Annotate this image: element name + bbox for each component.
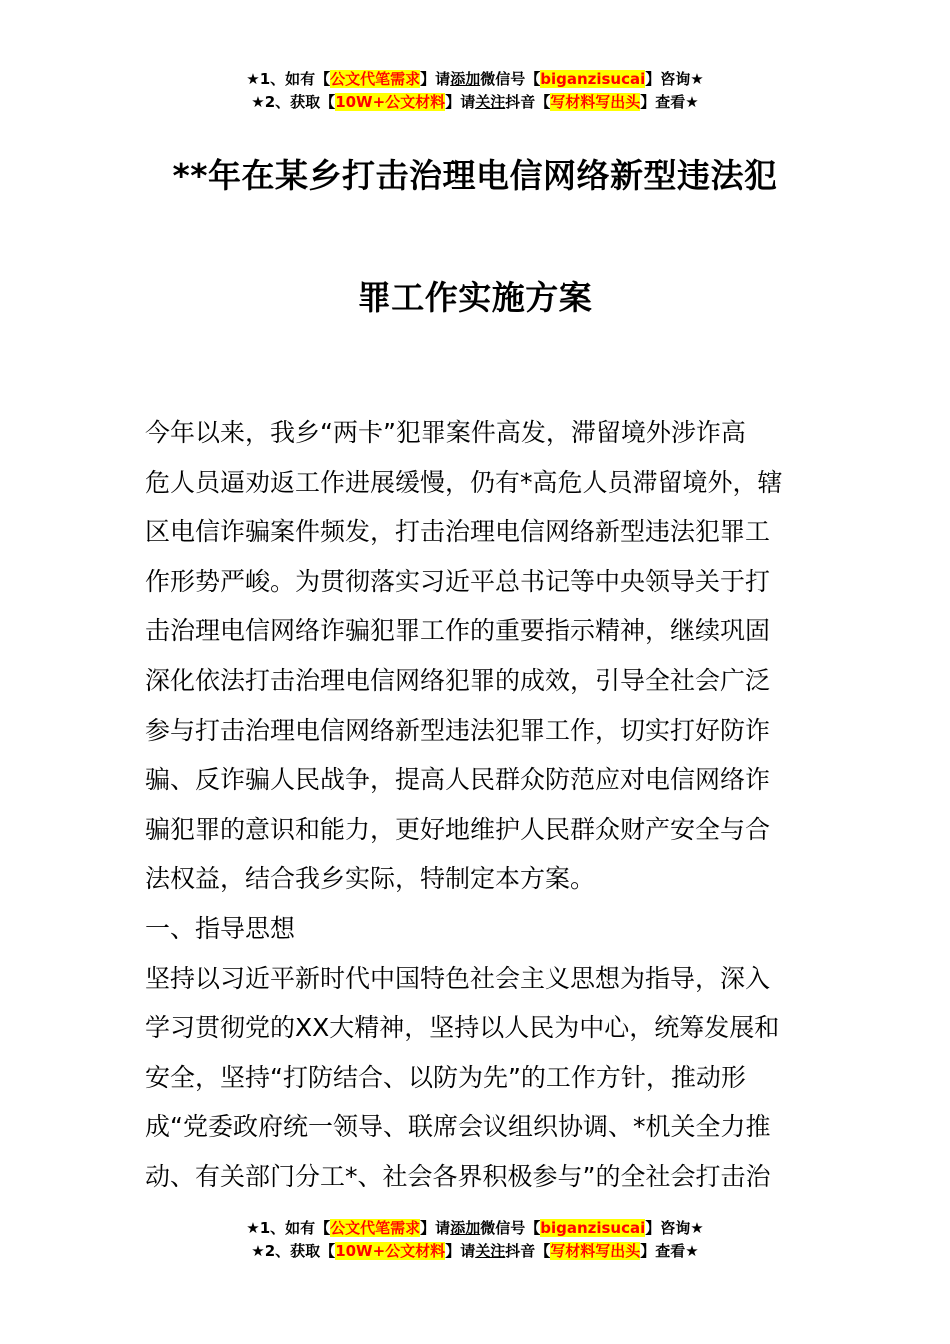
body-line: 安全，坚持“打防结合、以防为先”的工作方针，推动形 [145, 1062, 746, 1092]
banner-highlight: 写材料写出头 [550, 1242, 641, 1260]
document-body [145, 408, 810, 1202]
body-line: 深化依法打击治理电信网络犯罪的成效，引导全社会广泛 [145, 665, 771, 695]
banner-highlight: 写材料写出头 [550, 93, 641, 111]
body-line: 作形势严峻。为贯彻落实习近平总书记等中央领导关于打 [145, 566, 771, 596]
body-line: 动、有关部门分工*、社会各界积极参与”的全社会打击治 [145, 1161, 771, 1191]
body-line: 坚持以习近平新时代中国特色社会主义思想为指导，深入 [145, 963, 771, 993]
banner-highlight: biganzisucai [540, 1219, 646, 1237]
banner-highlight: 公文代笔需求 [330, 1219, 421, 1237]
body-line: 今年以来，我乡“两卡”犯罪案件高发，滞留境外涉诈高 [145, 418, 746, 447]
body-line: 区电信诈骗案件频发，打击治理电信网络新型违法犯罪工 [145, 517, 771, 547]
body-line: 危人员逼劝返工作进展缓慢，仍有*高危人员滞留境外，辖 [145, 467, 783, 497]
banner-line-1: ★1、如有【公文代笔需求】请添加微信号【biganzisucai】咨询★ [246, 70, 704, 88]
body-line: 骗、反诈骗人民战争，提高人民群众防范应对电信网络诈 [145, 765, 771, 795]
body-line: 法权益，结合我乡实际，特制定本方案。 [145, 864, 596, 894]
body-line: 学习贯彻党的XX大精神，坚持以人民为中心，统筹发展和 [145, 1013, 780, 1043]
banner-highlight: 10W+公文材料 [335, 93, 446, 111]
body-line: 击治理电信网络诈骗犯罪工作的重要指示精神，继续巩固 [145, 616, 771, 646]
banner-highlight: 公文代笔需求 [330, 70, 421, 88]
body-line: 参与打击治理电信网络新型违法犯罪工作，切实打好防诈 [145, 715, 771, 745]
footer-banner [0, 1217, 950, 1263]
banner-highlight: biganzisucai [540, 70, 646, 88]
body-line: 骗犯罪的意识和能力，更好地维护人民群众财产安全与合 [145, 814, 771, 844]
banner-line-2: ★2、获取【10W+公文材料】请关注抖音【写材料写出头】查看★ [251, 93, 699, 111]
body-line: 成“党委政府统一领导、联席会议组织协调、*机关全力推 [145, 1112, 771, 1142]
banner-line-2: ★2、获取【10W+公文材料】请关注抖音【写材料写出头】查看★ [251, 1242, 699, 1260]
header-banner [0, 68, 950, 114]
banner-line-1: ★1、如有【公文代笔需求】请添加微信号【biganzisucai】咨询★ [246, 1219, 704, 1237]
document-title-line-2: 罪工作实施方案 [357, 278, 593, 317]
section-heading: 一、指导思想 [145, 913, 296, 943]
banner-highlight: 10W+公文材料 [335, 1242, 446, 1260]
document-title-line-1: **年在某乡打击治理电信网络新型违法犯 [172, 156, 778, 195]
